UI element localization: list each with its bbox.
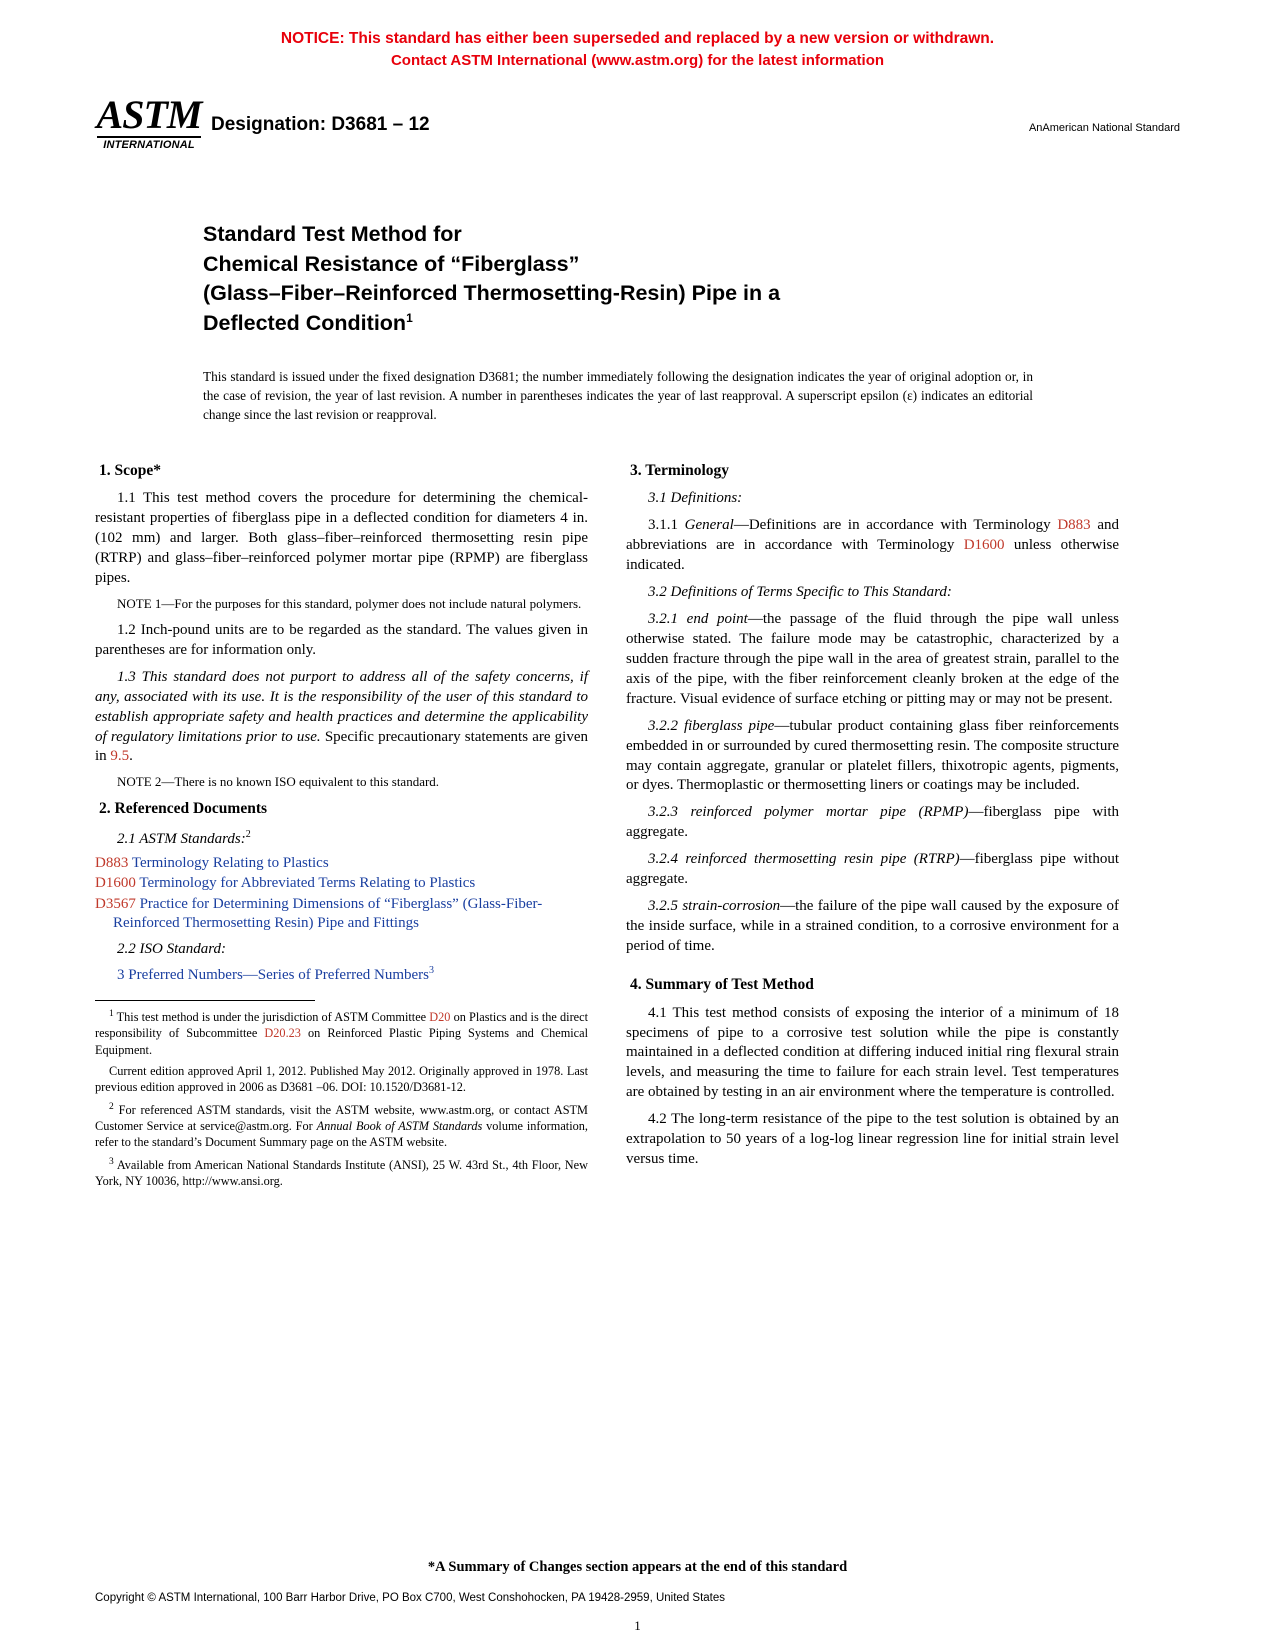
ansi-note: AnAmerican National Standard — [1028, 122, 1180, 135]
paragraph-1-2: 1.2 Inch-pound units are to be regarded as the standard. The values given in parentheses are for information only. — [95, 621, 588, 658]
paragraph-3-2-4-text: —fiberglass pipe without aggregate. — [626, 851, 1119, 888]
reference-title[interactable]: Terminology Relating to Plastics — [128, 854, 329, 871]
summary-of-changes-note: *A Summary of Changes section appears at the end of this standard — [427, 1559, 848, 1575]
standard-preamble: This standard is issued under the fixed designation D3681; the number immediately following the designation indicates the year of original adoption or, in the case of revision, the year of last revision. A number in parentheses indicates the year of last reapproval. A superscript epsilon (ε) indicates an editorial change since the last revision or reapproval. — [203, 369, 1033, 422]
paragraph-3-2-2 — [626, 717, 1119, 797]
paragraph-1-1: 1.1 This test method covers the procedure for determining the chemical-resistant properties of fiberglass pipe in a deflected condition for diameters 4 in. (102 mm) and larger. Both glass–fiber–reinforced thermosetting resin pipe (RTRP) and glass–fiber–reinforced polymer mortar pipe (RPMP) are fiberglass pipes. — [95, 490, 588, 587]
paragraph-1-3-tail-a: Specific precautionary statements are given in — [95, 728, 588, 765]
paragraph-3-1 — [626, 489, 1119, 509]
paragraph-3-1-1-text-a: —Definitions are in accordance with Terminology — [733, 517, 1058, 534]
reference-id[interactable]: D1600 — [95, 875, 136, 892]
link-section-9-5[interactable]: 9.5 — [110, 748, 130, 765]
astm-standards-label — [95, 828, 588, 850]
footnote-1-text-a: This test method is under the jurisdiction of ASTM Committee — [113, 1009, 430, 1024]
section-heading-scope: 1. Scope* — [99, 461, 161, 479]
reference-id[interactable]: D883 — [95, 854, 129, 871]
paragraph-3-2-2-term: 3.2.2 fiberglass pipe — [648, 717, 775, 734]
iso-standard-label — [95, 940, 588, 960]
paragraph-1-3 — [95, 668, 588, 768]
footnote-divider — [95, 1000, 315, 1001]
section-heading-referenced-documents: 2. Referenced Documents — [99, 800, 268, 818]
paragraph-3-2-2-text: —tubular product containing glass fiber reinforcements embedded in or surrounded by cured thermosetting resin. The composite structure may contain aggregate, granular or platelet fillers, thixotropic agents, pigments, or dyes. Thermoplastic or thermosetting liners or coatings may be included. — [626, 717, 1119, 794]
footnotes — [95, 1008, 588, 1190]
link-d1600[interactable]: D1600 — [963, 537, 1005, 554]
astm-logo-subtext: INTERNATIONAL — [103, 139, 195, 152]
reference-item[interactable] — [95, 895, 588, 934]
right-column — [626, 461, 1119, 1195]
page-footer — [95, 1559, 1180, 1604]
document-header — [95, 92, 1180, 178]
footnote-3-text: Available from American National Standards Institute (ANSI), 25 W. 43rd St., 4th Floor, New York, NY 10036, http://www.ansi.org. — [95, 1157, 588, 1189]
astm-logo-text: ASTM — [96, 92, 202, 138]
paragraph-3-1-1-text-c: unless otherwise indicated. — [626, 537, 1119, 574]
paragraph-3-2-1-term: 3.2.1 end point — [648, 610, 748, 627]
note-1: NOTE 1—For the purposes for this standard, polymer does not include natural polymers. — [117, 595, 582, 611]
paragraph-3-1-1-number: 3.1.1 — [648, 517, 685, 534]
reference-item[interactable] — [95, 854, 588, 874]
iso-reference-title[interactable]: 3 Preferred Numbers—Series of Preferred Numbers — [117, 966, 429, 983]
reference-title[interactable]: Practice for Determining Dimensions of “Fiberglass” (Glass-Fiber-Reinforced Thermosetting Resin) Pipe and Fittings — [113, 895, 543, 932]
iso-standard-label-text: 2.2 ISO Standard: — [117, 940, 227, 957]
paragraph-3-2-1 — [626, 610, 1119, 710]
paragraph-4-2: 4.2 The long-term resistance of the pipe to the test solution is obtained by an extrapolation to 50 years of a log-log linear regression line for initial strain level versus time. — [626, 1111, 1119, 1168]
iso-reference-item[interactable] — [95, 964, 588, 986]
paragraph-1-3-tail-b: . — [129, 748, 133, 765]
paragraph-3-2-4 — [626, 850, 1119, 890]
footnote-2-text-a: For referenced ASTM standards, visit the ASTM website, www.astm.org, or contact ASTM Customer Service at service@astm.org. For — [95, 1102, 588, 1133]
section-heading-terminology: 3. Terminology — [630, 461, 730, 479]
astm-standards-footnote-marker: 2 — [245, 828, 251, 840]
footnote-1 — [95, 1008, 588, 1058]
footnote-3 — [95, 1156, 588, 1190]
page-number: 1 — [634, 1618, 641, 1633]
footnote-2 — [95, 1101, 588, 1151]
title-line-4: Deflected Condition$^1$ — [203, 310, 413, 335]
paragraph-3-2-1-text: —the passage of the fluid through the pipe wall unless otherwise stated. The failure mode may be catastrophic, characterized by a sudden fracture through the pipe wall in the area of greatest strain, parallel to the axis of the pipe, with the fiber reinforcement cleanly broken at the edge of the fracture. Visual evidence of surface etching or pitting may or may not be present. — [626, 610, 1119, 707]
paragraph-3-2-4-term: 3.2.4 reinforced thermosetting resin pipe (RTRP) — [648, 851, 960, 868]
link-subcommittee-d20-23[interactable]: D20.23 — [264, 1026, 301, 1041]
reference-id[interactable]: D3567 — [95, 895, 136, 912]
link-committee-d20[interactable]: D20 — [429, 1009, 451, 1024]
paragraph-3-2-5-term: 3.2.5 strain-corrosion — [648, 898, 781, 915]
footnote-2-italic: Annual Book of ASTM Standards — [316, 1118, 483, 1133]
notice-line-2: Contact ASTM International (www.astm.org) for the latest information — [390, 52, 885, 70]
paragraph-3-1-1-term: General — [684, 517, 734, 534]
paragraph-3-1-1-text-b: and abbreviations are in accordance with Terminology — [626, 517, 1119, 554]
designation-label: Designation: D3681 – 12 — [211, 114, 430, 136]
title-footnote-marker: 1 — [406, 310, 413, 325]
paragraph-3-1-1 — [626, 516, 1119, 576]
paragraph-1-3-italic: 1.3 This standard does not purport to address all of the safety concerns, if any, associated with its use. It is the responsibility of the user of this standard to establish appropriate safety and health practices and determine the applicability of regulatory limitations prior to use. — [95, 668, 588, 745]
supersede-notice — [95, 0, 1180, 72]
page-title — [203, 220, 1180, 338]
paragraph-3-2 — [626, 583, 1119, 603]
title-line-1: Standard Test Method for — [203, 222, 462, 247]
footnote-2-marker: 2 — [109, 1101, 114, 1112]
reference-item[interactable] — [95, 874, 588, 894]
title-block — [203, 220, 1180, 338]
astm-logo — [95, 92, 203, 152]
footnote-2-text-b: volume information, refer to the standard’s Document Summary page on the ASTM website. — [95, 1118, 588, 1150]
footnote-1-text-b: on Plastics and is the direct responsibility of Subcommittee — [95, 1009, 589, 1041]
note-2: NOTE 2—There is no known ISO equivalent to this standard. — [117, 774, 440, 790]
paragraph-3-1-text: 3.1 Definitions: — [648, 490, 743, 507]
astm-standards-label-text: 2.1 ASTM Standards: — [117, 830, 246, 847]
paragraph-3-2-3-term: 3.2.3 reinforced polymer mortar pipe (RPMP) — [648, 804, 969, 821]
footnote-1-text-c: on Reinforced Plastic Piping Systems and Chemical Equipment. — [95, 1026, 589, 1057]
paragraph-3-2-3-text: —fiberglass pipe with aggregate. — [626, 804, 1119, 841]
footnote-3-marker: 3 — [109, 1156, 114, 1167]
notice-line-1: NOTICE: This standard has either been superseded and replaced by a new version or withdrawn. — [280, 30, 995, 47]
footnote-1-marker: 1 — [109, 1008, 114, 1019]
footnote-1-edition: Current edition approved April 1, 2012. Published May 2012. Originally approved in 1978. Last previous edition approved in 2006 as D3681 –06. DOI: 10.1520/D3681-12. — [95, 1063, 588, 1095]
copyright-line: Copyright © ASTM International, 100 Barr Harbor Drive, PO Box C700, West Conshohocken, PA 19428-2959, United States — [95, 1592, 726, 1604]
paragraph-3-2-3 — [626, 803, 1119, 843]
paragraph-4-1: 4.1 This test method consists of exposing the interior of a minimum of 18 specimens of pipe to a corrosive test solution while the pipe is constantly maintained in a deflected condition at differing induced initial ring flexural strain levels, and measuring the time to failure for each strain level. Test temperatures are obtained by testing in an air environment where the temperature is controlled. — [626, 1004, 1119, 1101]
reference-list — [95, 854, 588, 934]
section-heading-summary-of-test-method: 4. Summary of Test Method — [630, 975, 814, 993]
left-column — [95, 461, 588, 1195]
link-d883[interactable]: D883 — [1057, 517, 1091, 534]
iso-reference-footnote-marker: 3 — [428, 964, 434, 976]
paragraph-3-2-5 — [626, 897, 1119, 957]
body-columns — [95, 461, 1180, 1195]
title-line-3: (Glass–Fiber–Reinforced Thermosetting-Resin) Pipe in a — [203, 281, 781, 306]
title-line-2: Chemical Resistance of “Fiberglass” — [203, 251, 580, 276]
paragraph-3-2-text: 3.2 Definitions of Terms Specific to This Standard: — [648, 584, 952, 601]
paragraph-3-2-5-text: —the failure of the pipe wall caused by the exposure of the inside surface, while in a strained condition, to a corrosive environment for a period of time. — [626, 898, 1119, 955]
reference-title[interactable]: Terminology for Abbreviated Terms Relating to Plastics — [135, 875, 476, 892]
